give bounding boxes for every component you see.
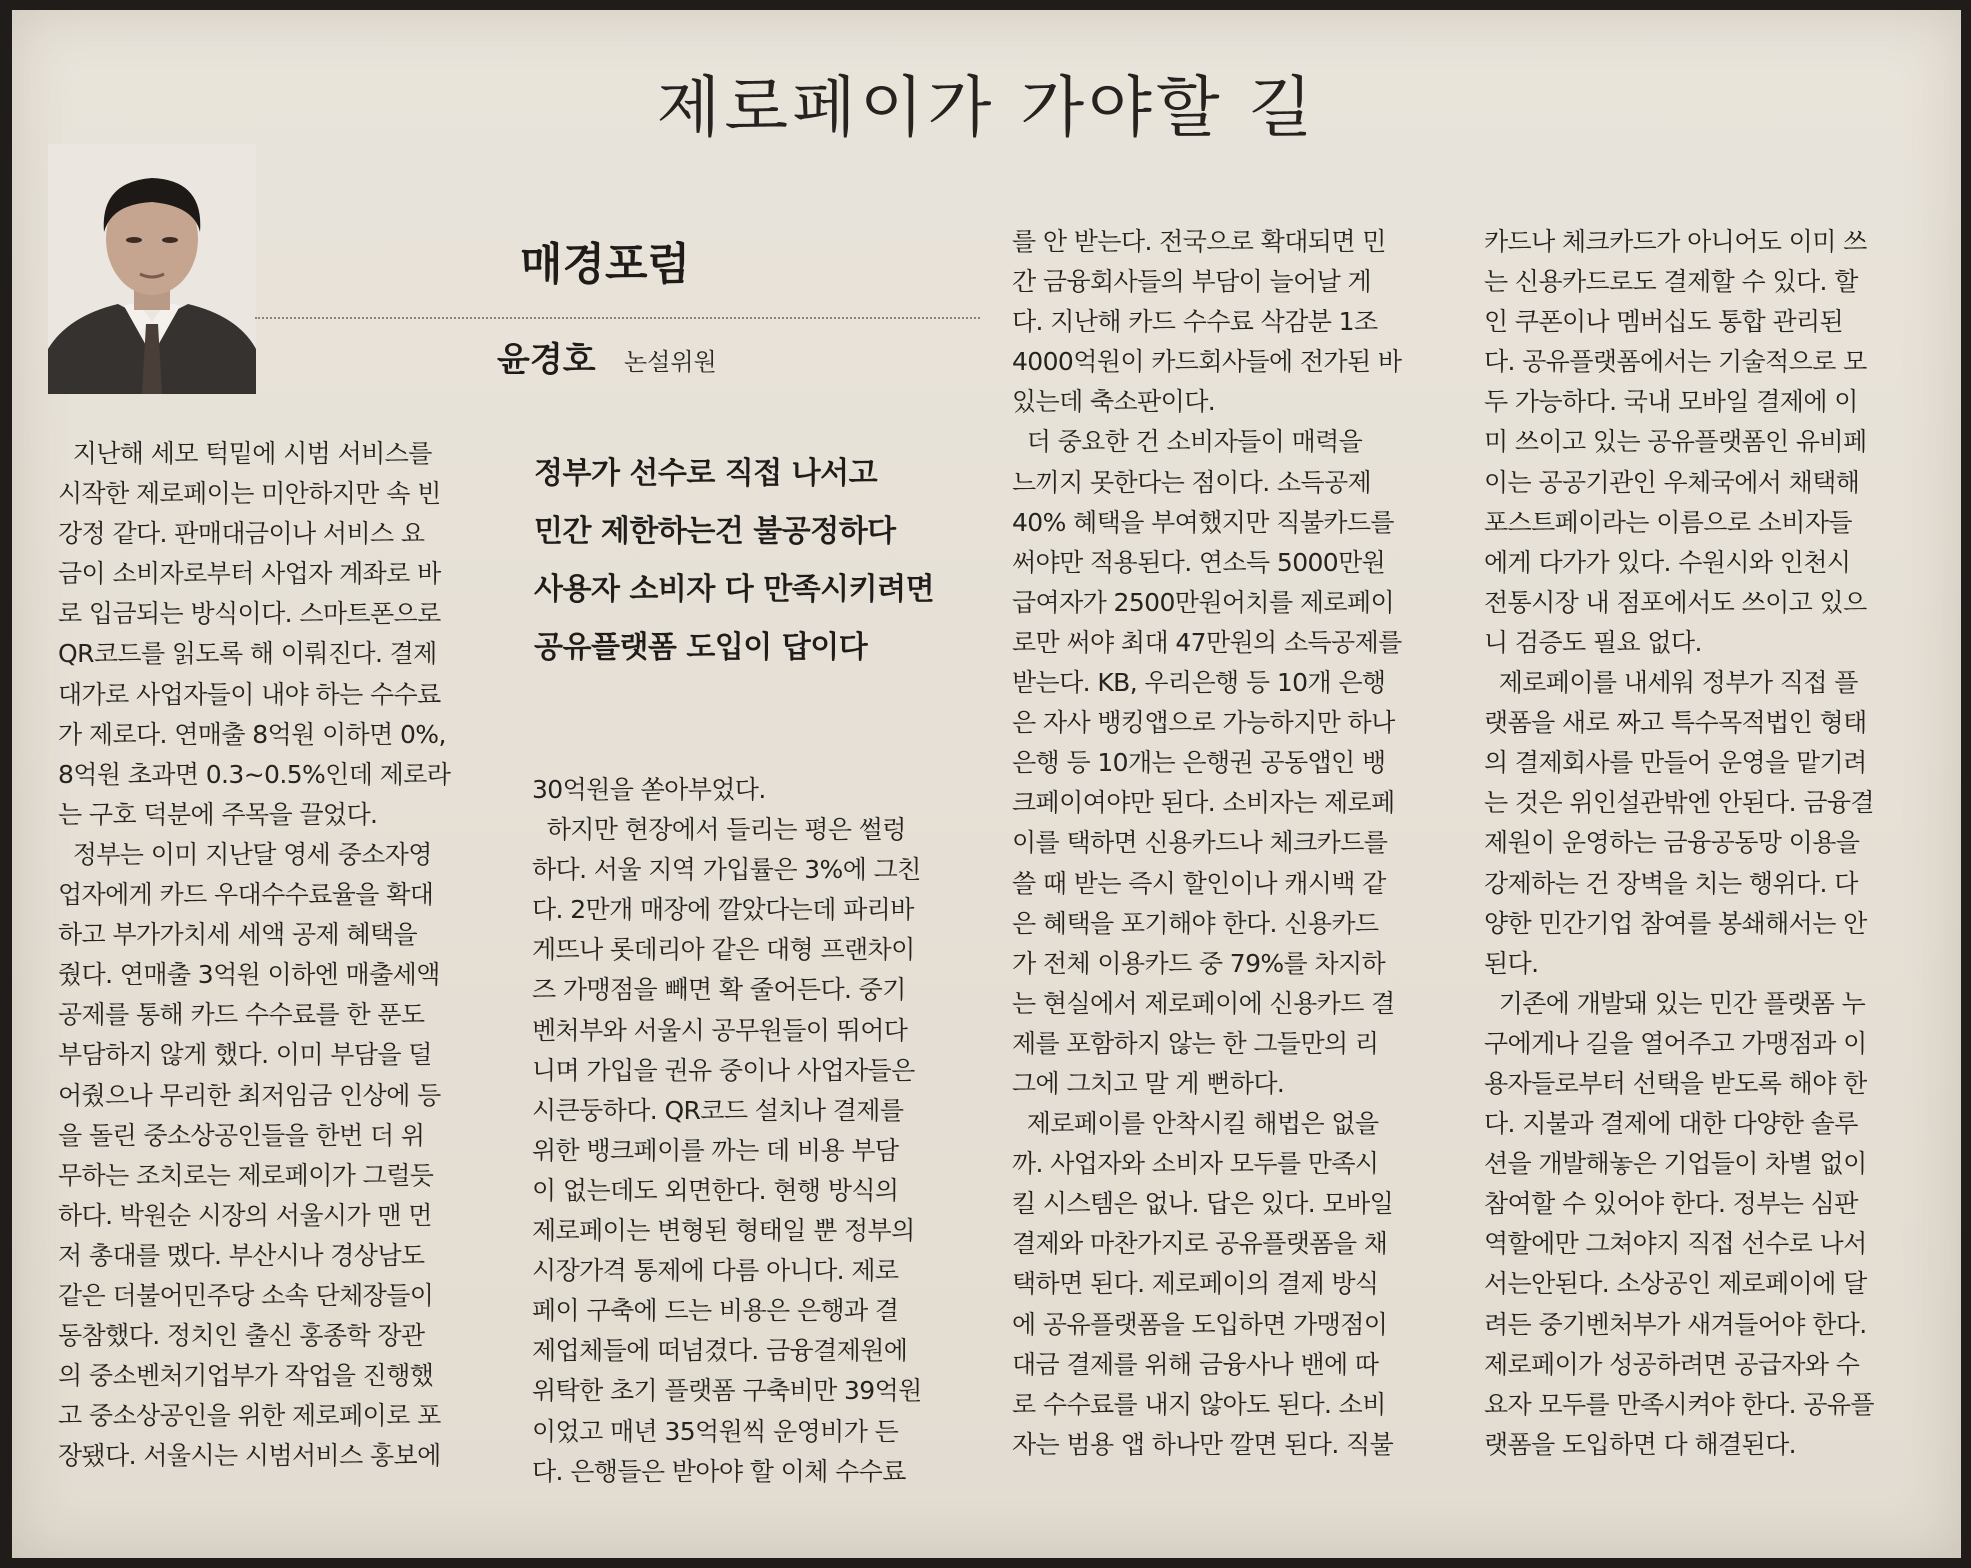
article-column-4: 카드나 체크카드가 아니어도 이미 쓰 는 신용카드로도 결제할 수 있다. 할 인 쿠폰이나 멤버십도 통합 관리된 다. 공유플랫폼에서는 기술적으로 모 두 가능하다. 국내 모바일 결제에 이 미 쓰이고 있는 공유플랫폼인 유비페 이는 공공기관인 우체국에서 채택해 포스트페이라는 이름으로 소비자들 에게 다가가 있다. 수원시와 인천시 전통시장 내 점포에서도 쓰이고 있으 니 검증도 필요 없다. 제로페이를 내세워 정부가 직접 플 랫폼을 새로 짜고 특수목적법인 형태 의 결제회사를 만들어 운영을 맡기려 는 것은 위인설관밖엔 안된다. 금융결 제원이 운영하는 금융공동망 이용을 강제하는 건 장벽을 치는 행위다. 다 양한 민간기업 참여를 봉쇄해서는 안 된다. 기존에 개발돼 있는 민간 플랫폼 누 구에게나 길을 열어주고 가맹점과 이 용자들로부터 선택을 받도록 해야 한 다. 지불과 결제에 대한 다양한 솔루 션을 개발해놓은 기업들이 차별 없이 참여할 수 있어야 한다. 정부는 심판 역할에만 그쳐야지 직접 선수로 나서 서는안된다. 소상공인 제로페이에 달 려든 중기벤처부가 새겨들어야 한다. 제로페이가 성공하려면 공급자와 수 요자 모두를 만족시켜야 한다. 공유플 랫폼을 도입하면 다 해결된다.: [1484, 227, 1874, 1459]
divider: [255, 317, 980, 319]
author-name: 윤경호: [497, 340, 596, 380]
author-portrait-image: [48, 144, 256, 394]
author-role: 논설위원: [624, 348, 717, 376]
article-column-3: 를 안 받는다. 전국으로 확대되면 민 간 금융회사들의 부담이 늘어날 게 다. 지난해 카드 수수료 삭감분 1조 4000억원이 카드회사들에 전가된 바 있는데 축소판이다. 더 중요한 건 소비자들이 매력을 느끼지 못한다는 점이다. 소득공제 40% 혜택을 부여했지만 직불카드를 써야만 적용된다. 연소득 5000만원 급여자가 2500만원어치를 제로페이 로만 써야 최대 47만원의 소득공제를 받는다. KB, 우리은행 등 10개 은행 은 자사 뱅킹앱으로 가능하지만 하나 은행 등 10개는 은행권 공동앱인 뱅 크페이여야만 된다. 소비자는 제로페 이를 택하면 신용카드나 체크카드를 쓸 때 받는 즉시 할인이나 캐시백 같 은 혜택을 포기해야 한다. 신용카드 가 전체 이용카드 중 79%를 차지하 는 현실에서 제로페이에 신용카드 결 제를 포함하지 않는 한 그들만의 리 그에 그치고 말 게 뻔하다. 제로페이를 안착시킬 해법은 없을 까. 사업자와 소비자 모두를 만족시 킬 시스템은 없나. 답은 있다. 모바일 결제와 마찬가지로 공유플랫폼을 채 택하면 된다. 제로페이의 결제 방식 에 공유플랫폼을 도입하면 가맹점이 대금 결제를 위해 금융사나 밴에 따 로 수수료를 내지 않아도 된다. 소비 자는 범용 앱 하나만 깔면 된다. 직불: [1012, 227, 1402, 1459]
headline: 제로페이가 가야할 길: [656, 69, 1317, 146]
newspaper-page: [12, 10, 1961, 1558]
article-column-2: 30억원을 쏟아부었다. 하지만 현장에서 들리는 평은 썰렁 하다. 서울 지역 가입률은 3%에 그친 다. 2만개 매장에 깔았다는데 파리바 게뜨나 롯데리아 같은 대형 프랜차이 즈 가맹점을 빼면 확 줄어든다. 중기 벤처부와 서울시 공무원들이 뛰어다 니며 가입을 권유 중이나 사업자들은 시큰둥하다. QR코드 설치나 결제를 위한 뱅크페이를 까는 데 비용 부담 이 없는데도 외면한다. 현행 방식의 제로페이는 변형된 형태일 뿐 정부의 시장가격 통제에 다름 아니다. 제로 페이 구축에 드는 비용은 은행과 결 제업체들에 떠넘겼다. 금융결제원에 위탁한 초기 플랫폼 구축비만 39억원 이었고 매년 35억원씩 운영비가 든 다. 은행들은 받아야 할 이체 수수료: [532, 775, 922, 1486]
section-title: 매경포럼: [520, 239, 691, 290]
pull-quote: 정부가 선수로 직접 나서고 민간 제한하는건 불공정하다 사용자 소비자 다 만족시키려면 공유플랫폼 도입이 답이다: [534, 456, 935, 665]
article-column-1: 지난해 세모 턱밑에 시범 서비스를 시작한 제로페이는 미안하지만 속 빈 강정 같다. 판매대금이나 서비스 요 금이 소비자로부터 사업자 계좌로 바 로 입금되는 방식이다. 스마트폰으로 QR코드를 읽도록 해 이뤄진다. 결제 대가로 사업자들이 내야 하는 수수료 가 제로다. 연매출 8억원 이하면 0%, 8억원 초과면 0.3~0.5%인데 제로라 는 구호 덕분에 주목을 끌었다. 정부는 이미 지난달 영세 중소자영 업자에게 카드 우대수수료율을 확대 하고 부가가치세 세액 공제 혜택을 줬다. 연매출 3억원 이하엔 매출세액 공제를 통해 카드 수수료를 한 푼도 부담하지 않게 했다. 이미 부담을 덜 어줬으나 무리한 최저임금 인상에 등 을 돌린 중소상공인들을 한번 더 위 무하는 조치로는 제로페이가 그럴듯 하다. 박원순 시장의 서울시가 맨 먼 저 총대를 멨다. 부산시나 경상남도 같은 더불어민주당 소속 단체장들이 동참했다. 정치인 출신 홍종학 장관 의 중소벤처기업부가 작업을 진행했 고 중소상공인을 위한 제로페이로 포 장됐다. 서울시는 시범서비스 홍보에: [58, 439, 451, 1471]
author-photo: [48, 144, 256, 394]
